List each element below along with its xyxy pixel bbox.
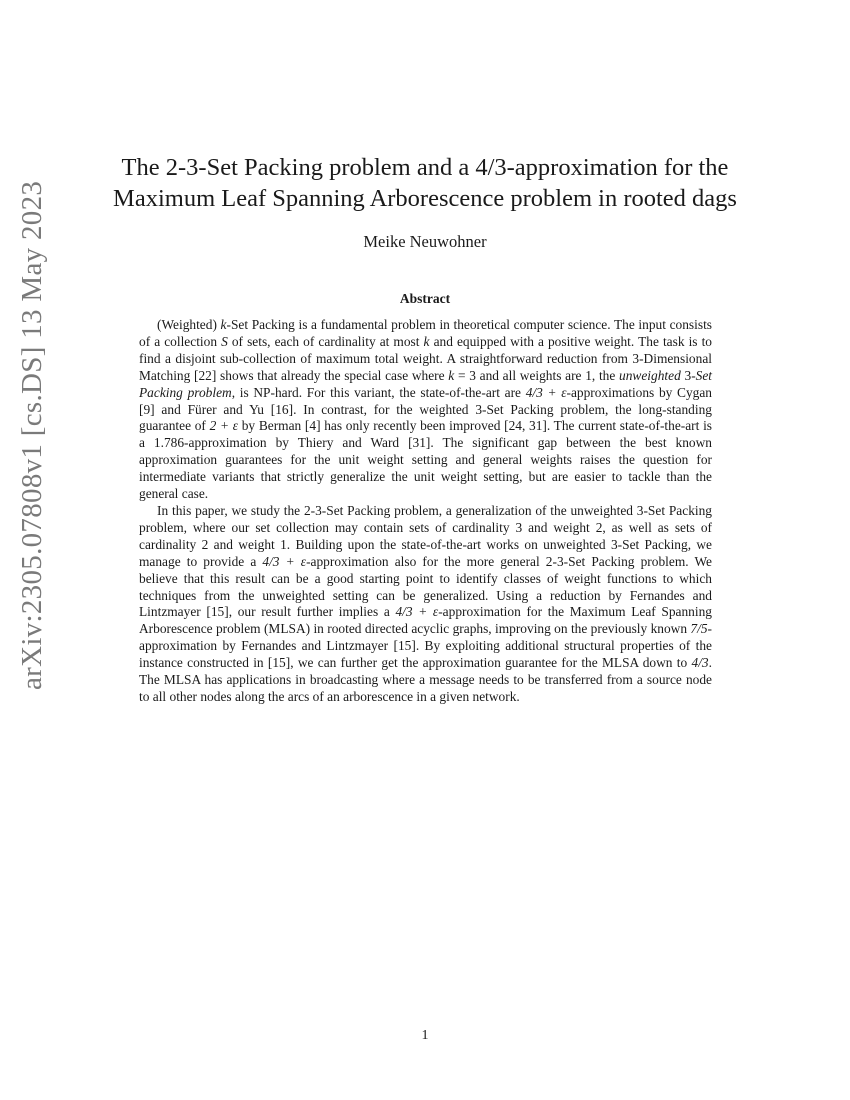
text-run: . The MLSA has applications in broadcasting where a message needs to be transferred from a source node to all other nodes along the arcs of an arborescence in a given network. — [139, 655, 712, 704]
math-run: 4/3 + ε — [395, 604, 439, 620]
text-run: In this paper, we study the 2-3-Set Packing problem, a generalization of the unweighted 3-Set Packing problem, where our set collection may contain sets of cardinality 3 and weight 2, as well as sets of cardinality 2 and weight 1. Building upon the state-of-the-art works on unweighted 3-Set Packing, we manage to provide a — [139, 502, 712, 569]
abstract-heading: Abstract — [399, 291, 451, 306]
abstract-body — [139, 317, 712, 706]
text-run: -approximation by Fernandes and Lintzmayer [15]. By exploiting additional structural properties of the instance constructed in [15], we can further get the approximation guarantee for the MLSA down to — [139, 621, 712, 671]
text-run: -approximation for the Maximum Leaf Spanning Arborescence problem (MLSA) in rooted directed acyclic graphs, improving on the previously known — [139, 604, 712, 637]
arxiv-sidebar-stamp: arXiv:2305.07808v1 [cs.DS] 13 May 2023 — [16, 180, 48, 690]
paper-title — [60, 152, 790, 214]
math-run: unweighted — [619, 367, 681, 383]
page-number: 1 — [421, 1028, 429, 1043]
math-run: k — [220, 317, 227, 332]
text-run: of sets, each of cardinality at most — [227, 333, 424, 349]
text-run: -approximations by Cygan [9] and Fürer and Yu [16]. In contrast, for the weighted 3-Set Packing problem, the long-standing guarantee of — [139, 384, 713, 434]
abstract-paragraph-2 — [139, 503, 712, 706]
text-run: and equipped with a positive weight. The task is to find a disjoint sub-collection of maximum total weight. A straightforward reduction from 3-Dimensional Matching [22] shows that already the special case where — [139, 333, 712, 383]
math-run: 4/3 — [691, 655, 709, 671]
text-run: -approximation also for the more general 2-3-Set Packing problem. We believe that this result can be a good starting point to identify classes of weight functions to which techniques from the unweighted setting can be generalized. Using a reduction by Fernandes and Lintzmayer [15], our result further implies a — [139, 553, 712, 620]
text-run: (Weighted) — [157, 317, 221, 332]
math-run: 7/5 — [690, 621, 708, 637]
title-line-1: The 2-3-Set Packing problem and a 4/3-approximation for the — [121, 154, 729, 181]
math-run: 4/3 + ε — [262, 553, 307, 569]
author-name: Meike Neuwohner — [363, 232, 487, 251]
math-run: 2 + ε — [209, 418, 239, 434]
abstract-paragraph-1 — [139, 317, 712, 503]
text-run: = 3 and all weights are 1, the — [454, 367, 620, 383]
math-run: 4/3 + ε — [525, 384, 567, 400]
math-run: S — [221, 333, 228, 349]
text-run: 3 — [680, 367, 692, 383]
text-run: , is NP-hard. For this variant, the state-of-the-art are — [231, 384, 526, 400]
text-run: -Set Packing is a fundamental problem in theoretical computer science. The input consists of a collection — [139, 317, 713, 349]
text-run: by Berman [4] has only recently been improved [24, 31]. The current state-of-the-art is a 1.786-approximation by Thiery and Ward [31]. The significant gap between the best known approximation guarantees for the unit weight setting and general weights raises the question for intermediate variants that strictly generalize the unit weight setting, but are easier to tackle than the general case. — [139, 418, 712, 502]
math-run: k — [448, 367, 455, 383]
title-line-2: Maximum Leaf Spanning Arborescence problem in rooted dags — [113, 185, 737, 212]
math-run: -Set Packing problem — [139, 367, 713, 400]
math-run: k — [423, 333, 430, 349]
